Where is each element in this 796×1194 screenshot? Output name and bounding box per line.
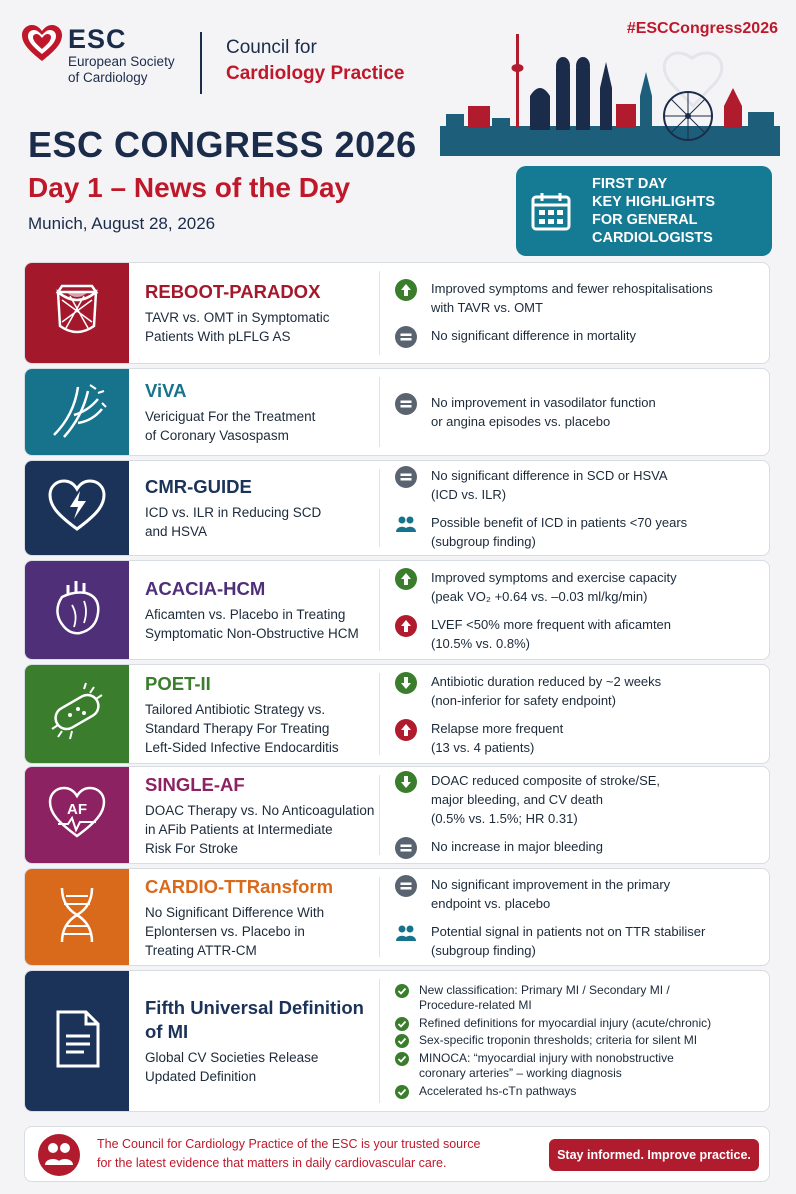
finding-line: major bleeding, and CV death bbox=[431, 792, 604, 807]
trial-name: CARDIO-TTRansform bbox=[145, 875, 334, 897]
check-text bbox=[419, 983, 670, 1014]
badge-line: KEY HIGHLIGHTS bbox=[592, 194, 715, 210]
highlights-badge bbox=[516, 166, 772, 256]
finding-line: (10.5% vs. 0.8%) bbox=[431, 635, 530, 651]
trial-description-line: Global CV Societies Release bbox=[145, 1050, 319, 1065]
finding-text bbox=[431, 466, 668, 504]
finding-item bbox=[395, 771, 759, 828]
header bbox=[0, 0, 796, 260]
trial-description bbox=[145, 308, 375, 346]
trial-info bbox=[145, 369, 375, 455]
trial-card[interactable] bbox=[24, 868, 770, 966]
finding-line: No improvement in vasodilator function bbox=[431, 395, 656, 410]
check-item bbox=[395, 1051, 759, 1082]
badge-line: FOR GENERAL bbox=[592, 212, 698, 228]
finding-item bbox=[395, 837, 759, 859]
finding-item bbox=[395, 466, 759, 504]
trial-description-line: and HSVA bbox=[145, 524, 208, 539]
anatomical-heart-icon bbox=[44, 575, 110, 646]
munich-skyline-illustration bbox=[440, 22, 780, 160]
trial-description bbox=[145, 1048, 375, 1086]
finding-line: endpoint vs. placebo bbox=[431, 895, 551, 911]
vessel-icon bbox=[44, 377, 110, 448]
people-icon bbox=[395, 513, 417, 535]
trial-description bbox=[145, 605, 375, 643]
finding-line: (ICD vs. ILR) bbox=[431, 486, 507, 502]
heart-bolt-icon bbox=[44, 473, 110, 544]
finding-line: DOAC reduced composite of stroke/SE, bbox=[431, 773, 661, 788]
finding-text bbox=[431, 513, 687, 551]
trial-findings bbox=[395, 869, 759, 965]
finding-line: with TAVR vs. OMT bbox=[431, 299, 543, 315]
finding-item bbox=[395, 279, 759, 317]
arrow-up-red-icon bbox=[395, 615, 417, 637]
check-line: New classification: Primary MI / Secondary MI / bbox=[419, 982, 670, 997]
page-title: ESC CONGRESS 2026 bbox=[28, 124, 417, 165]
finding-line: No significant difference in SCD or HSVA bbox=[431, 467, 668, 483]
check-list bbox=[395, 983, 759, 1100]
trial-icon-box bbox=[25, 263, 129, 363]
footer-line: for the latest evidence that matters in daily cardiovascular care. bbox=[97, 1156, 447, 1170]
council-name bbox=[226, 36, 404, 88]
trial-description-line: Tailored Antibiotic Strategy vs. bbox=[145, 701, 326, 717]
finding-item bbox=[395, 568, 759, 606]
heart-logo-icon bbox=[20, 24, 64, 64]
finding-text bbox=[431, 922, 705, 960]
esc-logo[interactable] bbox=[20, 24, 175, 86]
trial-description-line: Eplontersen vs. Placebo in bbox=[145, 923, 305, 939]
trial-info bbox=[145, 561, 375, 659]
finding-item bbox=[395, 615, 759, 653]
hashtag[interactable]: #ESCCongress2026 bbox=[626, 20, 778, 37]
trial-findings bbox=[395, 369, 759, 455]
trial-description-line: of Coronary Vasospasm bbox=[145, 428, 289, 443]
svg-text:AF: AF bbox=[67, 800, 87, 818]
trial-name: Fifth Universal Definition of MI bbox=[145, 997, 364, 1042]
trial-description-line: No Significant Difference With bbox=[145, 904, 325, 920]
check-line: Procedure-related MI bbox=[419, 998, 532, 1013]
finding-line: (13 vs. 4 patients) bbox=[431, 739, 535, 755]
badge-line: CARDIOLOGISTS bbox=[592, 230, 713, 246]
card-divider bbox=[379, 775, 380, 855]
trial-info bbox=[145, 263, 375, 363]
trial-description-line: Symptomatic Non-Obstructive HCM bbox=[145, 626, 359, 641]
finding-item bbox=[395, 393, 759, 431]
trial-name: REBOOT-PARADOX bbox=[145, 281, 321, 302]
calendar-icon bbox=[530, 190, 572, 232]
finding-line: No significant difference in mortality bbox=[431, 327, 636, 343]
finding-text bbox=[431, 279, 713, 317]
arrow-up-green-icon bbox=[395, 568, 417, 590]
trial-description-line: ICD vs. ILR in Reducing SCD bbox=[145, 505, 322, 520]
trial-description-line: Treating ATTR-CM bbox=[145, 942, 257, 958]
trial-card[interactable] bbox=[24, 560, 770, 660]
finding-text bbox=[431, 771, 660, 828]
trial-icon-box bbox=[25, 461, 129, 555]
location-date: Munich, August 28, 2026 bbox=[28, 214, 216, 233]
trial-description bbox=[145, 503, 375, 541]
trial-description-line: DOAC Therapy vs. No Anticoagulation bbox=[145, 802, 375, 818]
finding-text bbox=[431, 568, 677, 606]
finding-line: (0.5% vs. 1.5%; HR 0.31) bbox=[431, 811, 578, 826]
trial-info bbox=[145, 665, 375, 763]
stay-informed-button[interactable]: Stay informed. Improve practice. bbox=[549, 1139, 759, 1171]
equal-icon bbox=[395, 837, 417, 859]
trial-findings bbox=[395, 971, 759, 1111]
trial-info bbox=[145, 767, 375, 863]
check-text bbox=[419, 1084, 576, 1100]
equal-icon bbox=[395, 393, 417, 415]
council-line-2: Cardiology Practice bbox=[226, 63, 405, 84]
trial-findings bbox=[395, 665, 759, 763]
footer bbox=[24, 1126, 770, 1182]
check-line: Refined definitions for myocardial injury (acute/chronic) bbox=[419, 1015, 712, 1030]
finding-item bbox=[395, 719, 759, 757]
footer-line: The Council for Cardiology Practice of the ESC is your trusted source bbox=[97, 1137, 481, 1151]
arrow-up-green-icon bbox=[395, 279, 417, 301]
trial-description bbox=[145, 407, 375, 445]
finding-line: No significant improvement in the primary bbox=[431, 876, 671, 892]
finding-line: Potential signal in patients not on TTR stabiliser bbox=[431, 923, 706, 939]
trial-description-line: Updated Definition bbox=[145, 1069, 257, 1084]
finding-text bbox=[431, 615, 671, 653]
arrow-down-green-icon bbox=[395, 672, 417, 694]
trial-description-line: in AFib Patients at Intermediate bbox=[145, 821, 333, 837]
check-text bbox=[419, 1051, 674, 1082]
check-item bbox=[395, 1084, 759, 1100]
check-item bbox=[395, 1033, 759, 1049]
trial-info bbox=[145, 869, 375, 965]
finding-line: No increase in major bleeding bbox=[431, 839, 603, 854]
trial-icon-box bbox=[25, 971, 129, 1111]
trial-description-line: Standard Therapy For Treating bbox=[145, 720, 330, 736]
af-heart-icon bbox=[44, 780, 110, 851]
card-divider bbox=[379, 673, 380, 755]
trial-findings bbox=[395, 263, 759, 363]
trial-findings bbox=[395, 561, 759, 659]
trial-name: ViVA bbox=[145, 380, 187, 401]
check-circle-icon bbox=[395, 984, 409, 998]
trial-icon-box bbox=[25, 369, 129, 455]
check-text bbox=[419, 1016, 711, 1032]
badge-line: FIRST DAY bbox=[592, 176, 668, 192]
trial-description-line: Risk For Stroke bbox=[145, 840, 239, 856]
check-circle-icon bbox=[395, 1034, 409, 1048]
trial-description bbox=[145, 801, 375, 858]
equal-icon bbox=[395, 466, 417, 488]
trial-description-line: Vericiguat For the Treatment bbox=[145, 409, 316, 424]
arrow-down-green-icon bbox=[395, 771, 417, 793]
trial-icon-box bbox=[25, 665, 129, 763]
check-line: MINOCA: “myocardial injury with nonobstructive bbox=[419, 1050, 674, 1065]
trial-icon-box bbox=[25, 767, 129, 863]
trial-card[interactable] bbox=[24, 262, 770, 364]
finding-text bbox=[431, 719, 563, 757]
trial-name: POET-II bbox=[145, 672, 211, 694]
finding-item bbox=[395, 513, 759, 551]
trial-card[interactable] bbox=[24, 970, 770, 1112]
trial-icon-box bbox=[25, 561, 129, 659]
equal-icon bbox=[395, 326, 417, 348]
trial-description-line: TAVR vs. OMT in Symptomatic bbox=[145, 310, 330, 325]
finding-line: Improved symptoms and exercise capacity bbox=[431, 569, 677, 585]
badge-text bbox=[592, 175, 715, 247]
trial-description-line: Left-Sided Infective Endocarditis bbox=[145, 739, 339, 755]
finding-item bbox=[395, 875, 759, 913]
card-divider bbox=[379, 979, 380, 1103]
finding-line: (peak VO₂ +0.64 vs. –0.03 ml/kg/min) bbox=[431, 588, 648, 604]
community-icon bbox=[37, 1133, 81, 1177]
council-line-1: Council for bbox=[226, 37, 317, 58]
bacterium-icon bbox=[44, 679, 110, 750]
finding-line: Possible benefit of ICD in patients <70 years bbox=[431, 514, 688, 530]
finding-text bbox=[431, 875, 670, 913]
finding-line: Improved symptoms and fewer rehospitalisations bbox=[431, 280, 713, 296]
finding-item bbox=[395, 326, 759, 348]
check-line: Sex-specific troponin thresholds; criteria for silent MI bbox=[419, 1033, 698, 1048]
finding-line: or angina episodes vs. placebo bbox=[431, 414, 611, 429]
people-icon bbox=[395, 922, 417, 944]
check-text bbox=[419, 1033, 697, 1049]
trial-name: SINGLE-AF bbox=[145, 773, 245, 795]
finding-line: (non-inferior for safety endpoint) bbox=[431, 692, 616, 708]
trial-name: ACACIA-HCM bbox=[145, 578, 266, 599]
finding-item bbox=[395, 922, 759, 960]
trial-card[interactable] bbox=[24, 368, 770, 456]
dna-icon bbox=[44, 882, 110, 953]
arrow-up-red-icon bbox=[395, 719, 417, 741]
finding-line: (subgroup finding) bbox=[431, 942, 536, 958]
trial-card[interactable] bbox=[24, 766, 770, 864]
finding-text bbox=[431, 326, 636, 345]
finding-text bbox=[431, 837, 603, 856]
finding-line: Antibiotic duration reduced by ~2 weeks bbox=[431, 673, 662, 689]
trial-name: CMR-GUIDE bbox=[145, 476, 252, 497]
trial-icon-box bbox=[25, 869, 129, 965]
check-circle-icon bbox=[395, 1085, 409, 1099]
logo-text: ESC bbox=[68, 24, 127, 54]
card-divider bbox=[379, 377, 380, 447]
trial-description-line: Aficamten vs. Placebo in Treating bbox=[145, 607, 346, 622]
trial-description bbox=[145, 700, 375, 757]
document-icon bbox=[44, 1006, 110, 1077]
check-item bbox=[395, 983, 759, 1014]
card-divider bbox=[379, 271, 380, 355]
trial-findings bbox=[395, 767, 759, 863]
card-divider bbox=[379, 469, 380, 547]
card-divider bbox=[379, 877, 380, 957]
valve-icon bbox=[44, 278, 110, 349]
finding-text bbox=[431, 672, 661, 710]
trial-info bbox=[145, 461, 375, 555]
check-item bbox=[395, 1016, 759, 1032]
trial-card[interactable] bbox=[24, 460, 770, 556]
trial-info bbox=[145, 971, 375, 1111]
finding-line: LVEF <50% more frequent with aficamten bbox=[431, 616, 672, 632]
trial-findings bbox=[395, 461, 759, 555]
check-line: Accelerated hs-cTn pathways bbox=[419, 1083, 577, 1098]
logo-subtitle-1: European Society bbox=[68, 54, 175, 69]
trial-card[interactable] bbox=[24, 664, 770, 764]
card-divider bbox=[379, 569, 380, 651]
finding-item bbox=[395, 672, 759, 710]
finding-line: Relapse more frequent bbox=[431, 720, 564, 736]
check-circle-icon bbox=[395, 1017, 409, 1031]
finding-line: (subgroup finding) bbox=[431, 533, 536, 549]
finding-text bbox=[431, 393, 656, 431]
page-subtitle: Day 1 – News of the Day bbox=[28, 172, 351, 203]
footer-message bbox=[97, 1135, 537, 1173]
equal-icon bbox=[395, 875, 417, 897]
trial-description bbox=[145, 903, 375, 960]
trial-description-line: Patients With pLFLG AS bbox=[145, 329, 291, 344]
logo-subtitle-2: of Cardiology bbox=[68, 70, 148, 85]
check-circle-icon bbox=[395, 1052, 409, 1066]
header-divider bbox=[200, 32, 202, 94]
check-line: coronary arteries” – working diagnosis bbox=[419, 1066, 622, 1081]
